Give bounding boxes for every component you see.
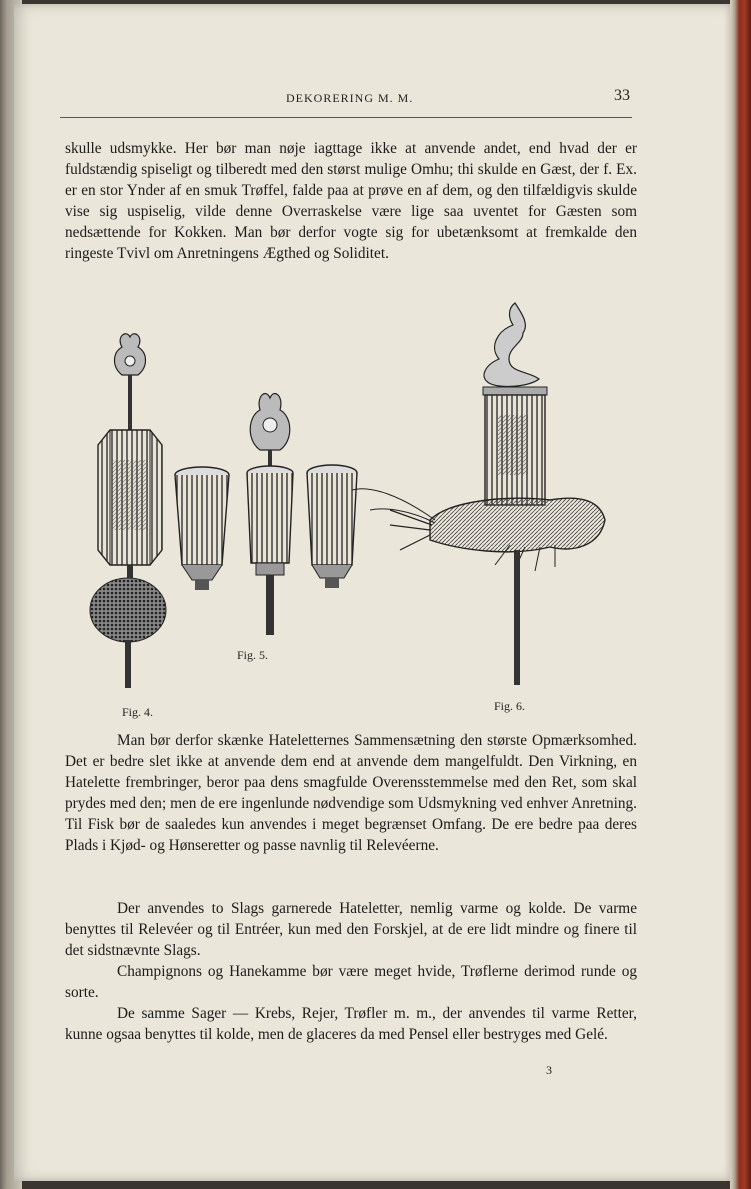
paragraph-4: Champignons og Hanekamme bør være meget hvide, Trøflerne derimod runde og sorte. [65, 963, 637, 1001]
fig-5-caption: Fig. 5. [237, 648, 269, 662]
paragraph-2: Man bør derfor skænke Hateletternes Sammensætning den største Opmærksomhed. Det er bedre slet ikke at anvende dem end at anvende dem mangelfuldt. Den Virkning, en Hatelette frembringer, beror paa dens smagfulde Overensstemmelse med den Ret, som skal prydes med den; men de ere ingenlunde nødvendige som Udsmykning ved enhver Anretning. Til Fisk bør de saaledes kun anvendes i meget begrænset Omfang. De ere bedre paa deres Plads i Kjød- og Hønseretter og passe navnlig til Relevéerne. [65, 732, 637, 854]
printer-signature: 3 [546, 1063, 552, 1077]
fig-6-lobster-skewer [352, 303, 605, 685]
paragraph-5: De samme Sager — Krebs, Rejer, Trøfler m. m., der anvendes til varme Retter, kunne ogsaa benyttes til kolde, men de glaceres da med Pensel eller bestryges med Gelé. [65, 1005, 637, 1043]
fig-5-moulds [175, 394, 357, 635]
book-spine [730, 0, 751, 1189]
paragraph-3: Der anvendes to Slags garnerede Hateletter, nemlig varme og kolde. De varme benyttes til Relevéer og til Entréer, kun med den Forskjel, at de ere lidt mindre og finere til det sidstnævnte Slags. [65, 900, 637, 959]
running-header: DEKORERING M. M. [286, 91, 414, 105]
illustrations [70, 295, 615, 695]
page-number: 33 [614, 87, 630, 104]
header-rule [60, 117, 632, 118]
fig-4-skewer [90, 334, 166, 688]
paragraph-1: skulle udsmykke. Her bør man nøje iagttage ikke at anvende andet, end hvad der er fuldstændig spiseligt og tilberedt med den størst mulige Omhu; thi skulde en Gæst, der f. Ex. er en stor Ynder af en smuk Trøffel, falde paa at prøve en af dem, og den tilfældigvis skulde vise sig uspiselig, vilde denne Overraskelse være lige saa uventet for Gæsten som nedsættende for Kokken. Man bør derfor vogte sig for ubetænksomt at fremkalde den ringeste Tvivl om Anretningens Ægthed og Soliditet. [65, 140, 637, 262]
fig-6-caption: Fig. 6. [494, 699, 526, 713]
fig-4-caption: Fig. 4. [122, 705, 154, 719]
